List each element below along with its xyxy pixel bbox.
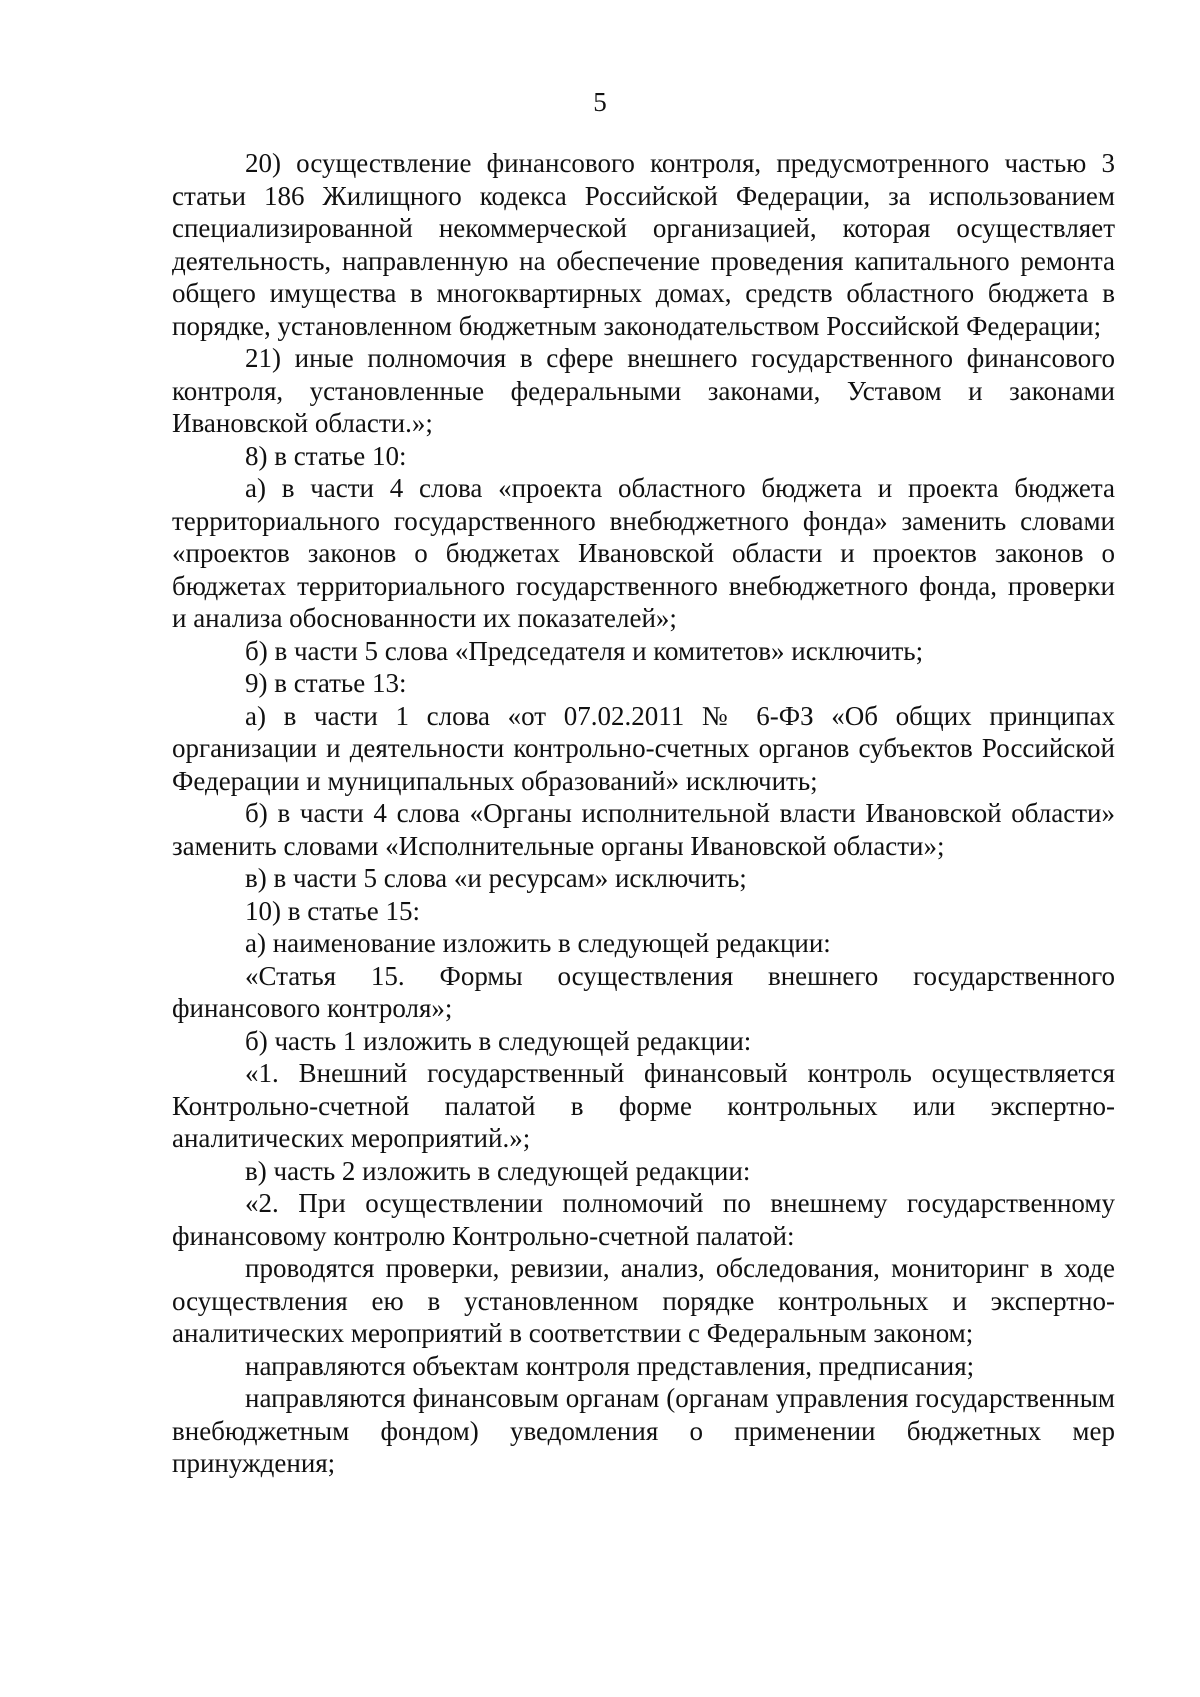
paragraph-item-20: 20) осуществление финансового контроля, предусмотренного частью 3 статьи 186 Жилищного кодекса Российской Федерации, за использованием специализированной некоммерческой организацией, которая осуществляет деятельность, направленную на обеспечение проведения капитального ремонта общего имущества в многоквартирных домах, средств областного бюджета в порядке, установленном бюджетным законодательством Российской Федерации; [172, 148, 1115, 341]
paragraph-part-2-item-3: направляются финансовым органам (органам управления государственным внебюджетным фондом) уведомления о применении бюджетных мер принуждения; [172, 1383, 1115, 1478]
paragraph-article-13-heading: 9) в статье 13: [245, 668, 407, 698]
paragraph-part-2-item-2: направляются объектам контроля представления, предписания; [245, 1350, 975, 1381]
paragraph-article-15-title: «Статья 15. Формы осуществления внешнего государственного финансового контроля»; [172, 960, 1115, 1023]
paragraph-article-13-a: а) в части 1 слова «от 07.02.2011 № 6-ФЗ «Об общих принципах организации и деятельности контрольно-счетных органов субъектов Российской Федерации и муниципальных образований» исключить; [172, 700, 1115, 796]
paragraph-article-15-a: а) наименование изложить в следующей редакции: [245, 928, 831, 958]
paragraph-article-15-c: в) часть 2 изложить в следующей редакции: [245, 1155, 751, 1186]
paragraph-article-10-b: б) в части 5 слова «Председателя и комитетов» исключить; [245, 635, 924, 666]
paragraph-article-13-c: в) в части 5 слова «и ресурсам» исключить; [245, 863, 747, 893]
paragraph-article-10-a: а) в части 4 слова «проекта областного бюджета и проекта бюджета территориального государственного внебюджетного фонда» заменить словами «проектов законов о бюджетах Ивановской области и проектов законов о бюджетах территориального государственного внебюджетного фонда, проверки и анализа обоснованности их показателей»; [172, 473, 1115, 633]
paragraph-article-15-b: б) часть 1 изложить в следующей редакции: [245, 1025, 752, 1056]
paragraph-part-1-text: «1. Внешний государственный финансовый контроль осуществляется Контрольно-счетной палатой в форме контрольных или экспертно-аналитических мероприятий.»; [172, 1058, 1115, 1153]
paragraph-article-13-b: б) в части 4 слова «Органы исполнительной власти Ивановской области» заменить словами «Исполнительные органы Ивановской области»; [172, 798, 1115, 861]
page-number: 5 [593, 87, 607, 117]
paragraph-part-2-item-1: проводятся проверки, ревизии, анализ, обследования, мониторинг в ходе осуществления ею в установленном порядке контрольных и экспертно-аналитических мероприятий в соответствии с Федеральным законом; [172, 1253, 1115, 1348]
paragraph-article-15-heading: 10) в статье 15: [245, 895, 420, 926]
document-body [172, 147, 1115, 1480]
paragraph-item-21: 21) иные полномочия в сфере внешнего государственного финансового контроля, установленные федеральными законами, Уставом и законами Ивановской области.»; [172, 343, 1115, 438]
paragraph-article-10-heading: 8) в статье 10: [245, 440, 407, 471]
paragraph-part-2-intro: «2. При осуществлении полномочий по внешнему государственному финансовому контролю Контрольно-счетной палатой: [172, 1188, 1115, 1251]
